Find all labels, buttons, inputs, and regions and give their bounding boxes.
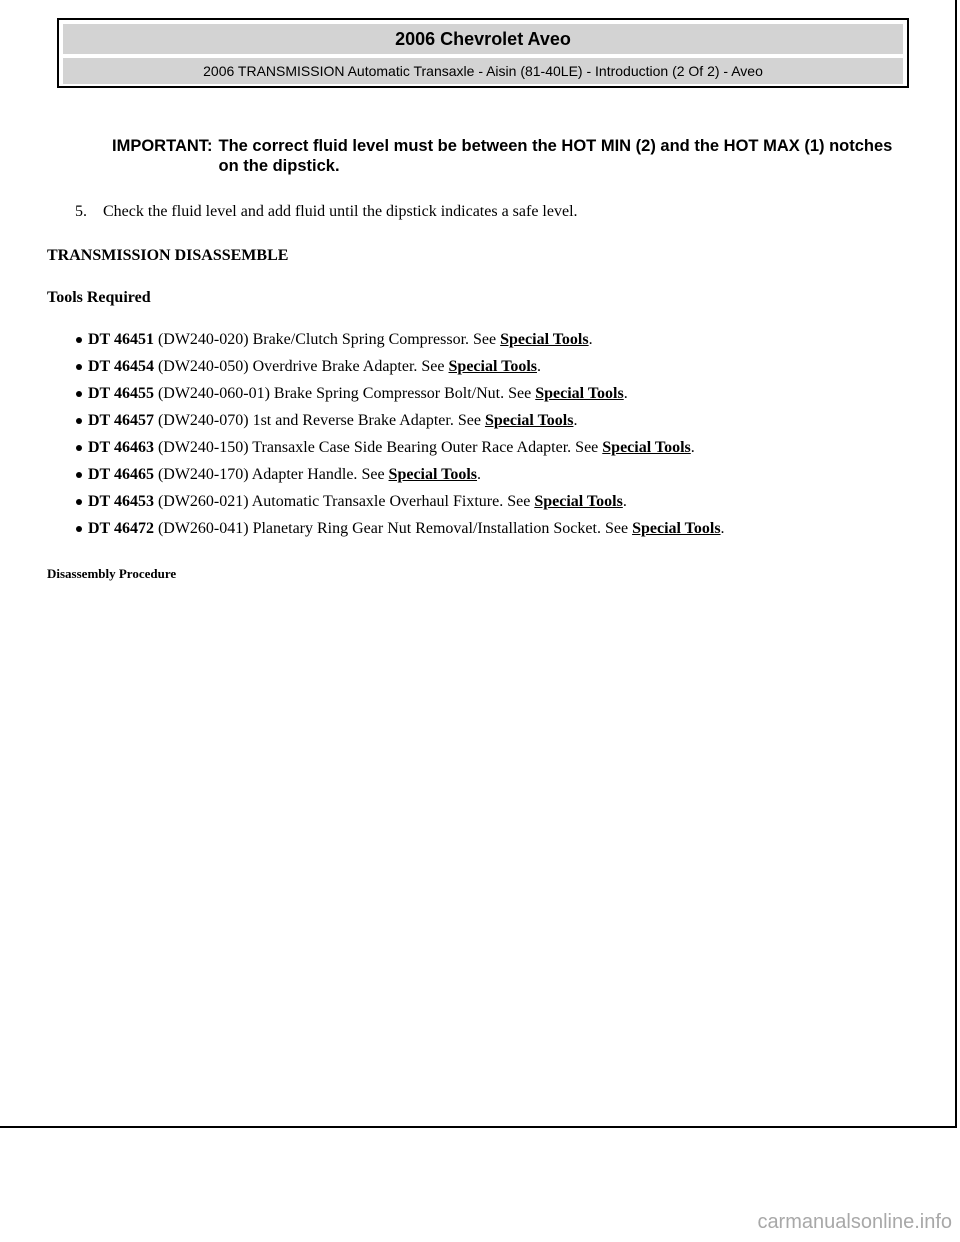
bullet-icon — [76, 526, 82, 532]
see-text: See — [508, 385, 532, 402]
tool-desc: (DW260-041) Planetary Ring Gear Nut Removal/Installation Socket. — [157, 520, 601, 537]
tool-code: DT 46463 — [88, 439, 154, 456]
bullet-icon — [76, 364, 82, 370]
see-text: See — [421, 358, 445, 375]
special-tools-link[interactable]: Special Tools — [632, 520, 721, 537]
tool-code: DT 46465 — [88, 466, 154, 483]
tool-code: DT 46457 — [88, 412, 154, 429]
tool-item: DT 46453 (DW260-021) Automatic Transaxle Overhaul Fixture. See Special Tools. — [0, 492, 725, 519]
header-subtitle: 2006 TRANSMISSION Automatic Transaxle - Aisin (81-40LE) - Introduction (2 Of 2) - Aveo — [63, 58, 903, 84]
tool-item: DT 46463 (DW240-150) Transaxle Case Side Bearing Outer Race Adapter. See Special Tools. — [0, 438, 725, 465]
bullet-icon — [76, 391, 82, 397]
procedure-heading: Disassembly Procedure — [47, 566, 177, 581]
step-text: Check the fluid level and add fluid until the dipstick indicates a safe level. — [103, 203, 578, 220]
tool-item: DT 46451 (DW240-020) Brake/Clutch Spring Compressor. See Special Tools. — [0, 330, 725, 357]
tools-list — [0, 330, 725, 546]
document-header — [57, 18, 909, 88]
see-text: See — [361, 466, 385, 483]
special-tools-link[interactable]: Special Tools — [500, 331, 589, 348]
bullet-icon — [76, 445, 82, 451]
special-tools-link[interactable]: Special Tools — [484, 412, 574, 429]
see-text: See — [473, 331, 497, 348]
important-label: IMPORTANT: — [112, 137, 213, 155]
step-5 — [75, 202, 578, 222]
special-tools-link[interactable]: Special Tools — [535, 385, 624, 402]
bullet-icon — [76, 418, 82, 424]
tool-code: DT 46455 — [88, 385, 154, 402]
step-number: 5. — [75, 203, 87, 220]
tool-desc: (DW240-060-01) Brake Spring Compressor Bolt/Nut. — [157, 385, 505, 402]
tool-item: DT 46457 (DW240-070) 1st and Reverse Brake Adapter. See Special Tools. — [0, 411, 725, 438]
header-title: 2006 Chevrolet Aveo — [63, 24, 903, 54]
tool-item: DT 46455 (DW240-060-01) Brake Spring Compressor Bolt/Nut. See Special Tools. — [0, 384, 725, 411]
special-tools-link[interactable]: Special Tools — [388, 466, 478, 483]
special-tools-link[interactable]: Special Tools — [602, 439, 691, 456]
tool-desc: (DW240-050) Overdrive Brake Adapter. — [157, 358, 418, 375]
tool-item: DT 46472 (DW260-041) Planetary Ring Gear Nut Removal/Installation Socket. See Special Tools. — [0, 519, 725, 546]
see-text: See — [604, 520, 629, 537]
see-text: See — [575, 439, 599, 456]
bullet-icon — [76, 472, 82, 478]
watermark: carmanualsonline.info — [757, 1211, 952, 1233]
see-text: See — [507, 493, 531, 510]
tool-item: DT 46454 (DW240-050) Overdrive Brake Adapter. See Special Tools. — [0, 357, 725, 384]
tool-desc: (DW240-150) Transaxle Case Side Bearing Outer Race Adapter. — [157, 439, 572, 456]
tool-code: DT 46472 — [88, 520, 154, 537]
special-tools-link[interactable]: Special Tools — [534, 493, 623, 510]
tool-code: DT 46454 — [88, 358, 154, 375]
important-text: The correct fluid level must be between the HOT MIN (2) and the HOT MAX (1) notches on the dipstick. — [218, 137, 893, 175]
tool-code: DT 46453 — [88, 493, 154, 510]
important-note — [112, 136, 912, 176]
special-tools-link[interactable]: Special Tools — [448, 358, 537, 375]
tool-desc: (DW240-070) 1st and Reverse Brake Adapter. — [157, 412, 454, 429]
tool-item: DT 46465 (DW240-170) Adapter Handle. See Special Tools. — [0, 465, 725, 492]
tool-desc: (DW240-170) Adapter Handle. — [157, 466, 358, 483]
bullet-icon — [76, 337, 82, 343]
section-title: TRANSMISSION DISASSEMBLE — [47, 247, 289, 264]
see-text: See — [457, 412, 481, 429]
tool-code: DT 46451 — [88, 331, 154, 348]
tool-desc: (DW240-020) Brake/Clutch Spring Compressor. — [157, 331, 470, 348]
tools-required-heading: Tools Required — [47, 289, 151, 306]
tool-desc: (DW260-021) Automatic Transaxle Overhaul Fixture. — [157, 493, 504, 510]
bullet-icon — [76, 499, 82, 505]
